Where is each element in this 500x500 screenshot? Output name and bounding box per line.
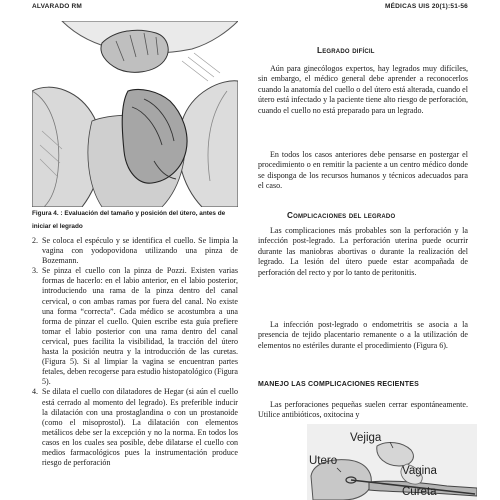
step-text: Se pinza el cuello con la pinza de Pozzi. Existen varias formas de hacerlo: en el labio anterior, en el labio posterior, introduciendo una rama de la pinza dentro del canal cervical, o con ambas ramas por fuera del canal. No existe una forma “correcta”. Cada médico se acostumbra a una forma de pinzar el cuello. Quien escribe esta guía prefiere tomar el labio posterior con una rama dentro del canal cervical, pues facilita la visibilidad, la tracción del útero hasta la posición neutra y la introducción de las curetas. (Figura 5). Si al limpiar la vagina se encuentran partes fetales, deben recogerse para estudio histopatológico (Figura 5). (42, 266, 238, 387)
step-number: 2. (32, 236, 39, 245)
paragraph-complicaciones: Las complicaciones más probables son la perforación y la infección post-legrado. La perforación uterina puede ocurrir durante las maniobras abortivas o durante la realización del legrado. La lesión del útero puede estar acompañada de perforación del recto y por lo tanto de peritonitis. (258, 226, 468, 277)
step-text: Se coloca el espéculo y se identifica el cuello. Se limpia la vagina con yodopovidona utilizando una pinza de Bozemann. (42, 236, 238, 266)
label-vejiga: Vejiga (350, 432, 382, 444)
paragraph-legrado-dificil: Aún para ginecólogos expertos, hay legrados muy difíciles, sin embargo, el médico general debe aprender a reconocerlos cuando la anatomía del cuello o del útero está alterada, cuando el útero está infectado y la paciente tiene alto riesgo de perforación, cuando el cuello no está preparado para un legrado. (258, 64, 468, 115)
section-title-manejo: MANEJO LAS COMPLICACIONES RECIENTES (258, 381, 420, 388)
step-item (32, 266, 238, 387)
paragraph-perforaciones: Las perforaciones pequeñas suelen cerrar espontáneamente. Utilice antibióticos, oxitocina y (258, 400, 468, 420)
step-item (32, 236, 238, 266)
label-vagina: Vagina (402, 465, 437, 477)
figure-4-caption (32, 208, 238, 233)
step-number: 3. (32, 266, 39, 276)
figure-4-illustration (32, 21, 238, 207)
label-cureta: Cureta (402, 486, 437, 498)
step-number: 4. (32, 387, 39, 397)
figure-4-caption-label: Figura 4. : (32, 210, 63, 217)
step-item (32, 387, 238, 468)
step-text: Se dilata el cuello con dilatadores de Hegar (si aún el cuello está cerrado al momento del legrado). Es preferible inducir la dilatación con una prostaglandina o con un prostanoide (como el misoprostol). La dilatación con elementos metálicos debe ser la excepción y no la norma. En todos los casos en los cuales sea posible, debe dilatarse el cuello con medios farmacológicos pues la instrumentación produce riesgo de perforación (42, 387, 238, 468)
procedure-steps (32, 236, 238, 468)
figure-4-caption-text: Evaluación del tamaño y posición del útero, antes de iniciar el legrado (32, 210, 226, 230)
paragraph-infeccion: La infección post-legrado o endometritis se asocia a la presencia de tejido placentario remanente o a la utilización de elementos no estériles durante el procedimiento (Figura 6). (258, 320, 468, 350)
section-title-legrado-dificil: Legrado difícil (317, 46, 375, 55)
running-header-journal: MÉDICAS UIS 20(1):51-56 (385, 3, 468, 10)
running-header-author: ALVARADO RM (32, 3, 82, 10)
paragraph-postergar: En todos los casos anteriores debe pensarse en postergar el procedimiento o en remitir la paciente a un centro médico donde se disponga de los recursos humanos y técnicos adecuados para el caso. (258, 150, 468, 191)
section-title-complicaciones: Complicaciones del legrado (287, 211, 396, 220)
label-utero: Utero (309, 455, 338, 467)
figure-6-anatomy-diagram (307, 424, 477, 500)
